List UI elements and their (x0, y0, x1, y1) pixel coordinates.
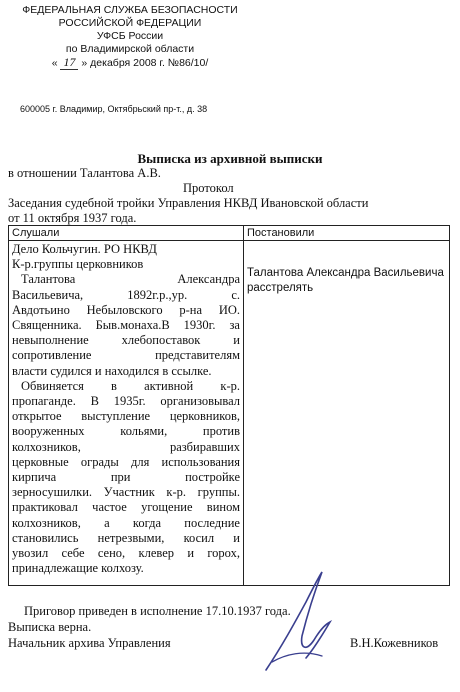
handwritten-signature (252, 566, 342, 676)
charge-line: принадлежащие колхозу. (12, 561, 144, 576)
verdict-table (8, 225, 450, 586)
date-month-number: декабря 2008 г. №86/10/ (90, 57, 209, 69)
agency-name-line1: ФЕДЕРАЛЬНАЯ СЛУЖБА БЕЗОПАСНОСТИ (22, 4, 238, 16)
date-open-quote: « (51, 57, 58, 69)
protocol-line1: Заседания судебной тройки Управления НКВД Ивановской области (8, 196, 369, 210)
document-title: Выписка из архивной выписки (137, 151, 323, 166)
case-line: Дело Кольчугин. РО НКВД (12, 242, 157, 256)
accused-line: Талантова Александра (21, 272, 240, 287)
date-day: 17 (60, 55, 78, 70)
accused-line: Авдотьино Небыловского р-на ИО. (12, 302, 240, 317)
letterhead (0, 4, 260, 70)
column-header-decided: Постановили (247, 227, 315, 239)
signer-name: В.Н.Кожевников (350, 636, 439, 650)
agency-address: 600005 г. Владимир, Октябрьский пр-т., д. 38 (20, 104, 208, 114)
charge-line: колхозников, разбиравших (12, 439, 240, 454)
charge-line: практиковал частое угощение вином (12, 500, 240, 515)
accused-line: Васильевича, 1892г.р.,ур. с. (12, 287, 240, 302)
letter-date (0, 56, 260, 70)
signature-underline (272, 653, 322, 662)
document-subject: в отношении Талантова А.В. (8, 166, 161, 180)
charge-line: становились нетрезвыми, косил и (12, 530, 240, 545)
charge-line: увозил себе сено, клевер и горох, (12, 546, 240, 561)
agency-name-line2: РОССИЙСКОЙ ФЕДЕРАЦИИ (58, 17, 202, 29)
charge-line: кирпича при постройке (12, 470, 240, 485)
charge-line: пропаганде. В 1935г. организовывал (12, 394, 240, 409)
charge-line: колхозников, а когда последние (12, 515, 240, 530)
column-header-heard: Слушали (12, 227, 60, 239)
charge-line: церковные ограды для использования (12, 454, 240, 469)
group-line: К-р.группы церковников (12, 257, 144, 272)
signer-title: Начальник архива Управления (8, 636, 171, 650)
decided-name: Талантова Александра Васильевича (247, 267, 444, 279)
protocol-heading: Протокол (183, 181, 234, 195)
table-column-divider (243, 226, 244, 585)
accused-line: невыполнение хлебопоставок и (12, 333, 240, 348)
charge-line: зерносушилки. Участник к-р. группы. (12, 485, 240, 500)
charge-line: вооруженных кольями, против (12, 424, 240, 439)
accused-line: власти судился и находился в ссылке. (12, 363, 212, 378)
decided-cell (247, 266, 447, 296)
accused-line: сопротивление представителям (12, 348, 240, 363)
charge-line: Обвиняется в активной к-р. (21, 378, 240, 393)
copy-certification: Выписка верна. (8, 620, 92, 634)
decided-sentence: расстрелять (247, 282, 314, 294)
agency-name-line4: по Владимирской области (65, 43, 195, 55)
accused-line: Священника. Быв.монаха.В 1930г. за (12, 318, 240, 333)
charge-line: открытое выступление церковников, (12, 409, 240, 424)
agency-name-line3: УФСБ России (96, 30, 164, 42)
date-close-quote: » (81, 57, 88, 69)
execution-note: Приговор приведен в исполнение 17.10.1937 года. (24, 604, 291, 618)
heard-cell (12, 242, 240, 576)
table-header-divider (9, 240, 449, 241)
protocol-line2: от 11 октября 1937 года. (8, 211, 137, 225)
